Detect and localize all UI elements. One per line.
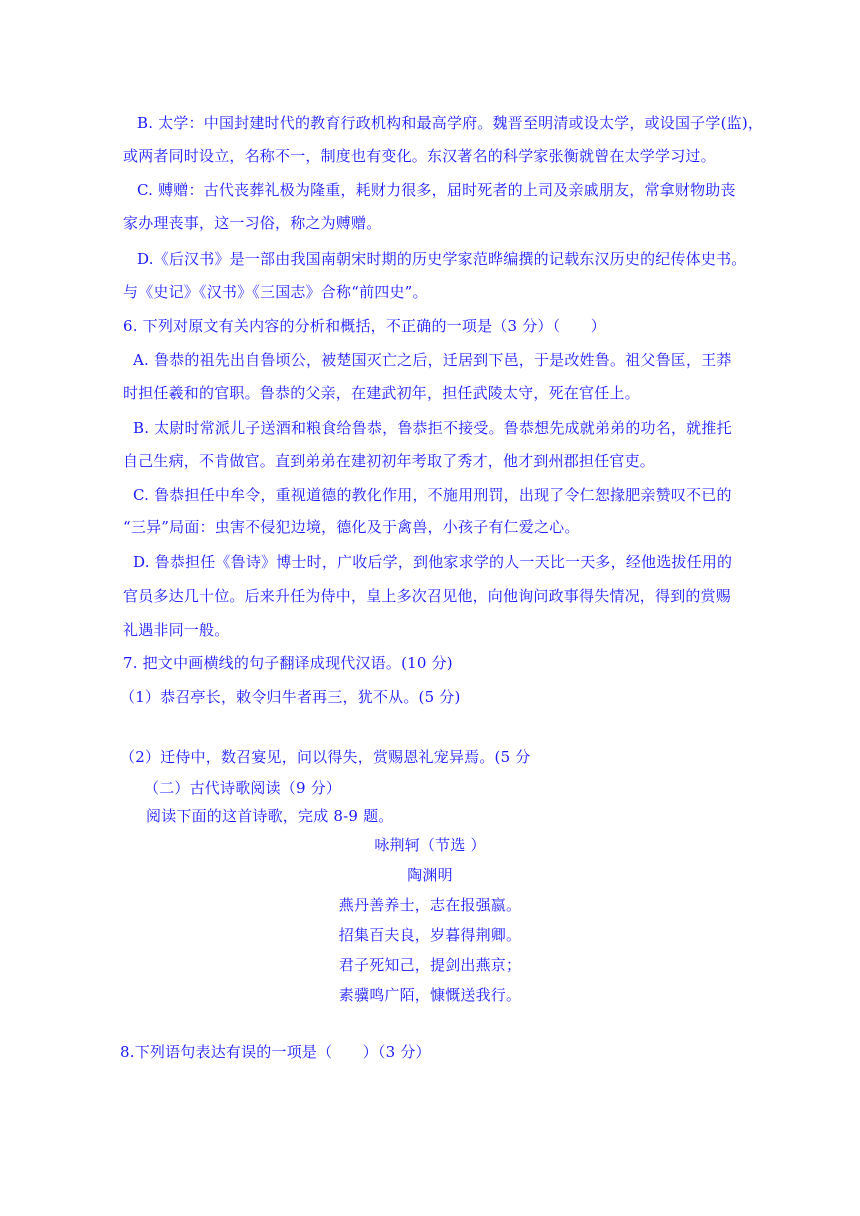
q7-stem: 7. 把文中画横线的句子翻译成现代汉语。(10 分) bbox=[123, 654, 453, 672]
q6-option-d-line3: 礼遇非同一般。 bbox=[123, 621, 230, 639]
q8-stem: 8.下列语句表达有误的一项是（ ）（3 分） bbox=[120, 1043, 431, 1061]
q7-sentence-2: （2）迁侍中，数召宴见，问以得失，赏赐恩礼宠异焉。(5 分 bbox=[120, 748, 531, 766]
option-d-line2: 与《史记》《汉书》《三国志》合称“前四史”。 bbox=[123, 283, 428, 301]
q6-option-b-line1: B. 太尉时常派儿子送酒和粮食给鲁恭，鲁恭拒不接受。鲁恭想先成就弟弟的功名，就推托 bbox=[133, 419, 732, 437]
option-b-line2: 或两者同时设立，名称不一，制度也有变化。东汉著名的科学家张衡就曾在太学学习过。 bbox=[123, 147, 716, 165]
q6-option-a-line1: A. 鲁恭的祖先出自鲁顷公，被楚国灭亡之后，迁居到下邑，于是改姓鲁。祖父鲁匡，王莽 bbox=[133, 351, 732, 369]
q6-option-d-line1: D. 鲁恭担任《鲁诗》博士时，广收后学，到他家求学的人一天比一天多，经他选拔任用的 bbox=[133, 553, 733, 571]
section-heading: （二）古代诗歌阅读（9 分） bbox=[144, 779, 342, 797]
poem-line: 素骥鸣广陌，慷慨送我行。 bbox=[338, 986, 522, 1004]
poem-line: 燕丹善养士，志在报强嬴。 bbox=[338, 896, 522, 914]
option-b-line1: B. 太学：中国封建时代的教育行政机构和最高学府。魏晋至明清或设太学，或设国子学(监)， bbox=[137, 114, 764, 132]
poem-line: 招集百夫良，岁暮得荆卿。 bbox=[338, 926, 522, 944]
q7-sentence-1: （1）恭召亭长，敕令归牛者再三，犹不从。(5 分) bbox=[120, 688, 461, 706]
poem-title: 咏荆轲（节选 ） bbox=[374, 836, 486, 854]
q6-option-c-line2: “三异”局面：虫害不侵犯边境，德化及于禽兽，小孩子有仁爱之心。 bbox=[123, 518, 580, 536]
poem-author: 陶渊明 bbox=[407, 866, 453, 884]
option-d-line1: D.《后汉书》是一部由我国南朝宋时期的历史学家范晔编撰的记载东汉历史的纪传体史书。 bbox=[137, 250, 747, 268]
q6-option-a-line2: 时担任羲和的官职。鲁恭的父亲，在建武初年，担任武陵太守，死在官任上。 bbox=[123, 384, 640, 402]
q6-stem: 6. 下列对原文有关内容的分析和概括，不正确的一项是（3 分）（ ） bbox=[123, 317, 606, 335]
q6-option-d-line2: 官员多达几十位。后来升任为侍中，皇上多次召见他，向他询问政事得失情况，得到的赏赐 bbox=[123, 587, 732, 605]
q6-option-b-line2: 自己生病，不肯做官。直到弟弟在建初初年考取了秀才，他才到州郡担任官吏。 bbox=[123, 452, 656, 470]
option-c-line2: 家办理丧事，这一习俗，称之为赙赠。 bbox=[123, 214, 382, 232]
poem-line: 君子死知己，提剑出燕京； bbox=[338, 956, 522, 974]
section-instruction: 阅读下面的这首诗歌，完成 8-9 题。 bbox=[146, 807, 394, 825]
q6-option-c-line1: C. 鲁恭担任中牟令，重视道德的教化作用，不施用刑罚，出现了令仁恕掾肥亲赞叹不已的 bbox=[133, 486, 732, 504]
option-c-line1: C. 赙赠：古代丧葬礼极为隆重，耗财力很多，届时死者的上司及亲戚朋友，常拿财物助丧 bbox=[137, 181, 736, 199]
